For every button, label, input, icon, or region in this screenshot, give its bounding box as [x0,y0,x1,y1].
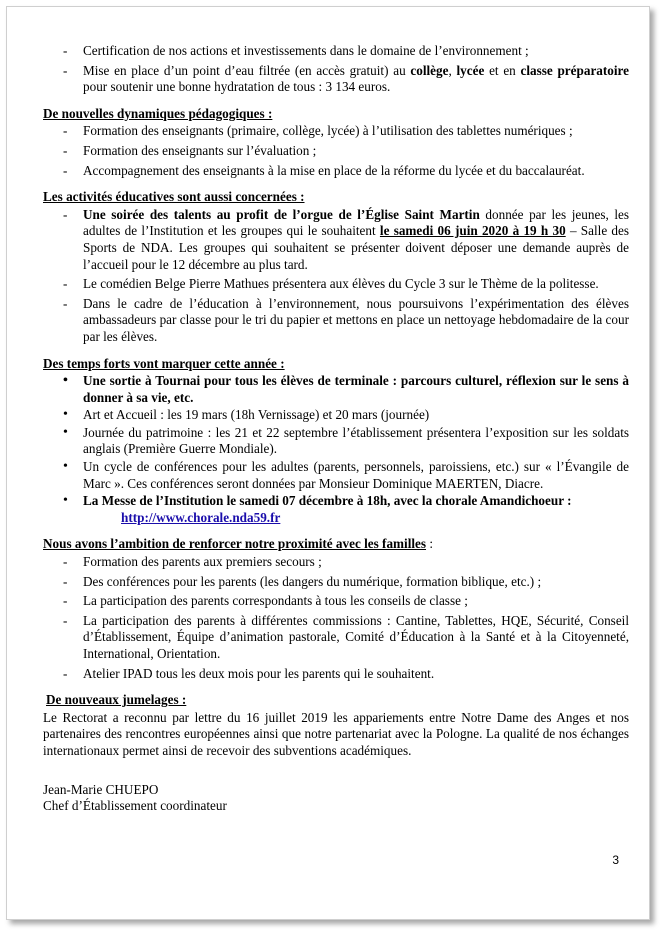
families-list [43,554,629,682]
activities-section [43,189,629,345]
section-heading: De nouvelles dynamiques pédagogiques : [43,105,273,121]
section-heading: Les activités éducatives sont aussi concernées : [43,189,305,205]
page-content [43,43,629,815]
page-number: 3 [612,853,619,868]
list-item: - Accompagnement des enseignants à la mise en place de la réforme du lycée et du baccalauréat. [43,163,629,180]
list-item [43,207,629,273]
list-item: - La participation des parents correspondants à tous les conseils de classe ; [43,593,629,610]
item-text: et en [484,62,521,78]
bold-text: lycée [456,62,485,78]
environment-section [43,43,629,96]
activities-list [43,207,629,346]
document-page [6,6,650,920]
list-item: • Un cycle de conférences pour les adultes (parents, personnels, paroissiens, etc.) sur « l’Évangile de Marc ». Ces conférences seront données par Monsieur Dominique MAERTEN, Diacre. [43,459,629,492]
signatory-name: Jean-Marie CHUEPO [43,781,159,797]
heading-suffix: : [426,536,433,552]
event-date: le samedi 06 juin 2020 à 19 h 30 [379,223,566,239]
bold-text: La Messe de l’Institution le samedi 07 décembre à 18h, avec la chorale Amandichoeur : [83,493,572,509]
item-text: – Salle des Sports de NDA. Les groupes qui souhaitent se présenter doivent déposer une demande auprès de l’accueil pour le 12 décembre au plus tard. [83,223,630,272]
item-text: donnée par les jeunes, les adultes de l’Institution et les groupes qui le souhaitent [83,206,629,239]
list-item: - Des conférences pour les parents (les dangers du numérique, formation biblique, etc.) ; [43,574,629,591]
list-item: - Atelier IPAD tous les deux mois pour les parents qui le souhaitent. [43,666,629,683]
list-item: - La participation des parents à différentes commissions : Cantine, Tablettes, HQE, Sécurité, Conseil d’Établissement, Équipe d’animation pastorale, Comité d’Éducation à la Santé et à la Citoyenneté, International, Orientation. [43,613,629,663]
chorale-link[interactable]: http://www.chorale.nda59.fr [121,509,281,525]
section-heading: Des temps forts vont marquer cette année : [43,355,285,371]
item-text: Mise en place d’un point d’eau filtrée (en accès gratuit) au [83,62,411,78]
item-text: pour soutenir une bonne hydratation de tous : 3 134 euros. [83,79,391,95]
item-text: , [448,62,457,78]
list-item: • Une sortie à Tournai pour tous les élèves de terminale : parcours culturel, réflexion sur le sens à donner à sa vie, etc. [43,373,629,406]
families-section [43,536,629,682]
bold-text: classe préparatoire [520,62,630,78]
list-item: - Certification de nos actions et investissements dans le domaine de l’environnement ; [43,43,629,60]
twinning-section [43,692,629,759]
highlights-list [43,373,629,526]
signatory-title: Chef d’Établissement coordinateur [43,798,227,814]
heading-text: Nous avons l’ambition de renforcer notre proximité avec les familles [43,536,427,552]
list-item [43,493,629,526]
environment-list [43,43,629,96]
list-item: - Formation des enseignants sur l’évaluation ; [43,143,629,160]
bold-text: collège [410,62,449,78]
list-item: • Art et Accueil : les 19 mars (18h Vernissage) et 20 mars (journée) [43,407,629,424]
list-item: - Formation des parents aux premiers secours ; [43,554,629,571]
highlights-section [43,356,629,527]
bold-text: Une soirée des talents au profit de l’orgue de l’Église Saint Martin [83,206,480,222]
list-item: • Journée du patrimoine : les 21 et 22 septembre l’établissement présentera l’exposition sur les soldats anglais (Première Guerre Mondiale). [43,425,629,458]
pedagogy-list [43,123,629,179]
section-heading: De nouveaux jumelages : [46,692,187,708]
pedagogy-section [43,106,629,179]
list-item: - Le comédien Belge Pierre Mathues présentera aux élèves du Cycle 3 sur le Thème de la politesse. [43,276,629,293]
section-heading [43,536,629,553]
twinning-paragraph: Le Rectorat a reconnu par lettre du 16 juillet 2019 les appariements entre Notre Dame des Anges et nos partenaires des rencontres européennes ainsi que notre partenariat avec la Pologne. La qualité de nos échanges internationaux permet ainsi de recevoir des subventions académiques. [43,709,629,758]
signature-block [43,782,629,815]
list-item [43,63,629,96]
list-item: - Formation des enseignants (primaire, collège, lycée) à l’utilisation des tablettes numériques ; [43,123,629,140]
list-item: - Dans le cadre de l’éducation à l’environnement, nous poursuivons l’expérimentation des élèves ambassadeurs par classe pour le tri du papier et mettons en place un nettoyage hebdomadaire de la cour par les élèves. [43,296,629,346]
